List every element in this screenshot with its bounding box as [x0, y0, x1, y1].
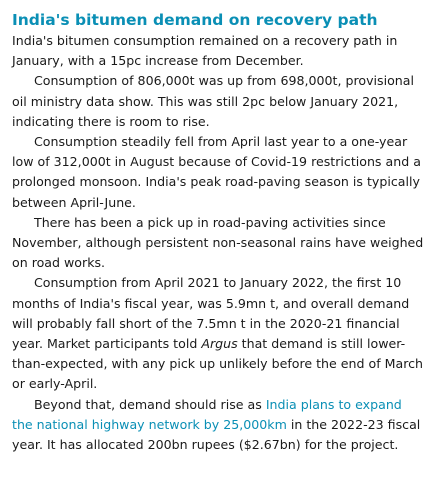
argus-italic-name: Argus [201, 336, 238, 352]
highway-expansion-link[interactable]: India plans to expand the national highway network by 25,000km [12, 396, 402, 432]
article-paragraph-4: There has been a pick up in road-paving activities since November, although persistent non-seasonal rains have weighed on road works. [12, 214, 424, 271]
article-paragraph-6 [12, 395, 424, 456]
article-paragraph-3: Consumption steadily fell from April last year to a one-year low of 312,000t in August because of Covid-19 restrictions and a prolonged monsoon. India's peak road-paving season is typically between April-June. [12, 134, 421, 210]
paragraph-6-text-end: in the 2022-23 fiscal year. It has allocated 200bn rupees ($2.67bn) for the project. [12, 416, 421, 453]
article-headline: India's bitumen demand on recovery path [12, 11, 378, 29]
paragraph-6-text-start: Beyond that, demand should rise as [34, 396, 266, 412]
news-article [12, 10, 424, 455]
article-paragraph-5 [12, 273, 424, 394]
article-paragraph-2: Consumption of 806,000t was up from 698,000t, provisional oil ministry data show. This was still 2pc below January 2021, indicating there is room to rise. [12, 73, 414, 129]
paragraph-5-text-end: that demand is still lower-than-expected, with any pick up unlikely before the end of March or early-April. [12, 336, 424, 392]
paragraph-5-text-start: Consumption from April 2021 to January 2022, the first 10 months of India's fiscal year, was 5.9mn t, and overall demand will probably fall short of the 7.5mn t in the 2020-21 financial year. Market participants told [12, 275, 410, 352]
article-paragraph-1: India's bitumen consumption remained on a recovery path in January, with a 15pc increase from December. [12, 33, 398, 69]
